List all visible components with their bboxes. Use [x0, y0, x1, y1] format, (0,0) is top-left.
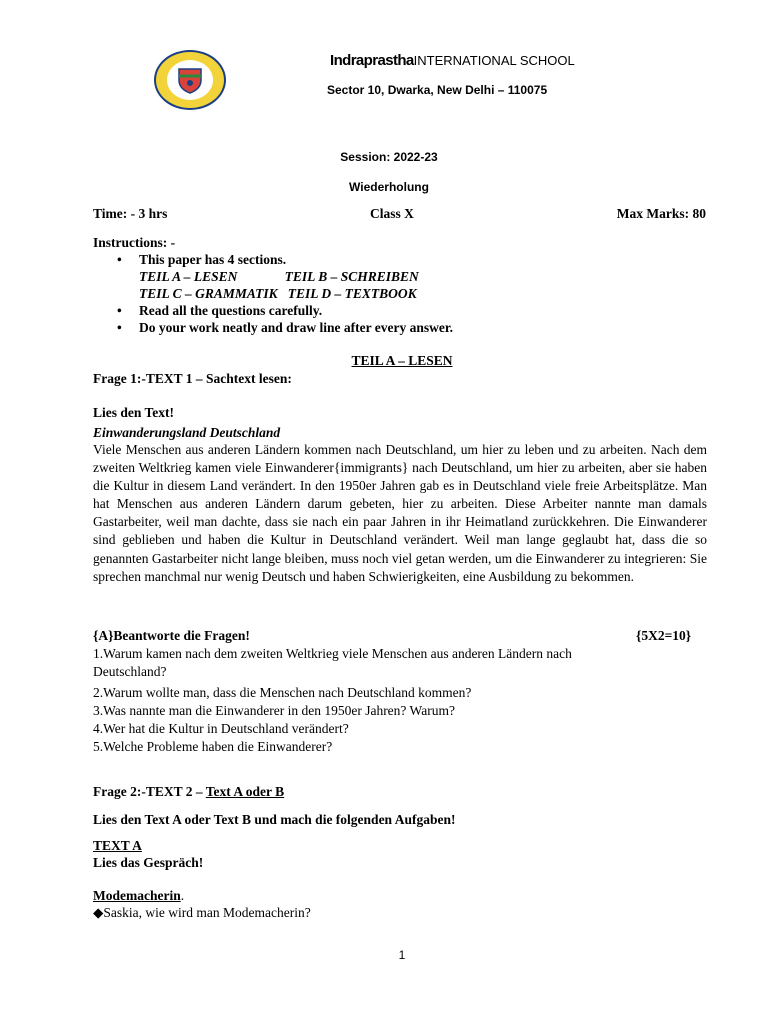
exam-time: Time: - 3 hrs [93, 206, 168, 221]
question-1-cont: Deutschland? [93, 664, 167, 679]
school-name [330, 52, 575, 69]
exam-title: Wiederholung [349, 180, 429, 194]
bullet-icon: • [117, 252, 122, 267]
question-4: 4.Wer hat die Kultur in Deutschland verändert? [93, 721, 349, 736]
instructions-heading: Instructions: - [93, 235, 176, 250]
dialog-line: ◆Saskia, wie wird man Modemacherin? [93, 905, 311, 920]
school-brand: Indraprastha [330, 52, 414, 69]
bullet-icon: • [117, 303, 122, 318]
section-heading-teil-a: TEIL A – LESEN [351, 353, 453, 368]
session-line: Session: 2022-23 [340, 150, 438, 164]
school-address: Sector 10, Dwarka, New Delhi – 110075 [327, 83, 548, 97]
page-number: 1 [398, 948, 406, 962]
instruction-item: • This paper has 4 sections. [117, 252, 287, 267]
frage-2-instruction: Lies den Text A oder Text B und mach die folgenden Aufgaben! [93, 812, 456, 827]
frage-2-heading: Frage 2:-TEXT 2 – Text A oder B [93, 784, 285, 799]
question-5: 5.Welche Probleme haben die Einwanderer? [93, 739, 333, 754]
exam-max-marks: Max Marks: 80 [616, 206, 706, 221]
lies-den-text: Lies den Text! [93, 405, 175, 420]
text-a-heading: TEXT A [93, 838, 142, 853]
question-3: 3.Was nannte man die Einwanderer in den 1950er Jahren? Warum? [93, 703, 455, 718]
instructions [93, 234, 713, 336]
question-1: 1.Warum kamen nach dem zweiten Weltkrieg viele Menschen aus anderen Ländern nach [93, 646, 572, 661]
bullet-icon: • [117, 320, 122, 335]
sections-line: TEIL C – GRAMMATIK TEIL D – TEXTBOOK [139, 286, 417, 301]
school-crest-icon [167, 60, 213, 100]
dialog-title: Modemacherin. [93, 888, 185, 903]
reading-text: Viele Menschen aus anderen Ländern kommen nach Deutschland, um hier zu leben und zu arbeiten. Nach dem zweiten Weltkrieg kamen viele Einwanderer{immigrants} nach Deutschland, um hier zu arbeiten, aber sie haben die Kultur in diesem Land verändert. In den 1950er Jahren gab es in Deutschland viele freie Arbeitsplätze. Man hat Menschen aus anderen Ländern darum gebeten, hier zu arbeiten. Diese Arbeiter nannte man damals Gastarbeiter, weil man dachte, dass sie nach ein paar Jahren in ihr Heimatland zurückkehren. Die Einwanderer sind geblieben und haben die Kultur in Deutschland verändert. Weil man lange geglaubt hat, dass die so genannten Gastarbeiter nicht lange bleiben, muss noch viel getan werden, um die Einwanderer zu integrieren: Sie sprechen manchmal nur wenig Deutsch und haben Schwierigkeiten, eine Ausbildung zu bekommen. [93, 442, 707, 584]
question-list [93, 645, 713, 681]
instruction-item: • Do your work neatly and draw line after every answer. [117, 320, 453, 335]
question-2: 2.Warum wollte man, dass die Menschen nach Deutschland kommen? [93, 685, 472, 700]
text-title: Einwanderungsland Deutschland [93, 425, 281, 440]
exam-class: Class X [370, 206, 414, 221]
school-name-rest: INTERNATIONAL SCHOOL [413, 53, 575, 68]
questions-marks: {5X2=10} [636, 628, 692, 643]
lies-das-gespraech: Lies das Gespräch! [93, 855, 204, 870]
sections-line: TEIL A – LESEN TEIL B – SCHREIBEN [139, 269, 419, 284]
frage-1-heading: Frage 1:-TEXT 1 – Sachtext lesen: [93, 371, 292, 386]
question-list-rest [93, 684, 713, 756]
questions-heading: {A}Beantworte die Fragen! [93, 628, 250, 643]
instruction-item: • Read all the questions carefully. [117, 303, 323, 318]
school-logo [154, 50, 226, 110]
